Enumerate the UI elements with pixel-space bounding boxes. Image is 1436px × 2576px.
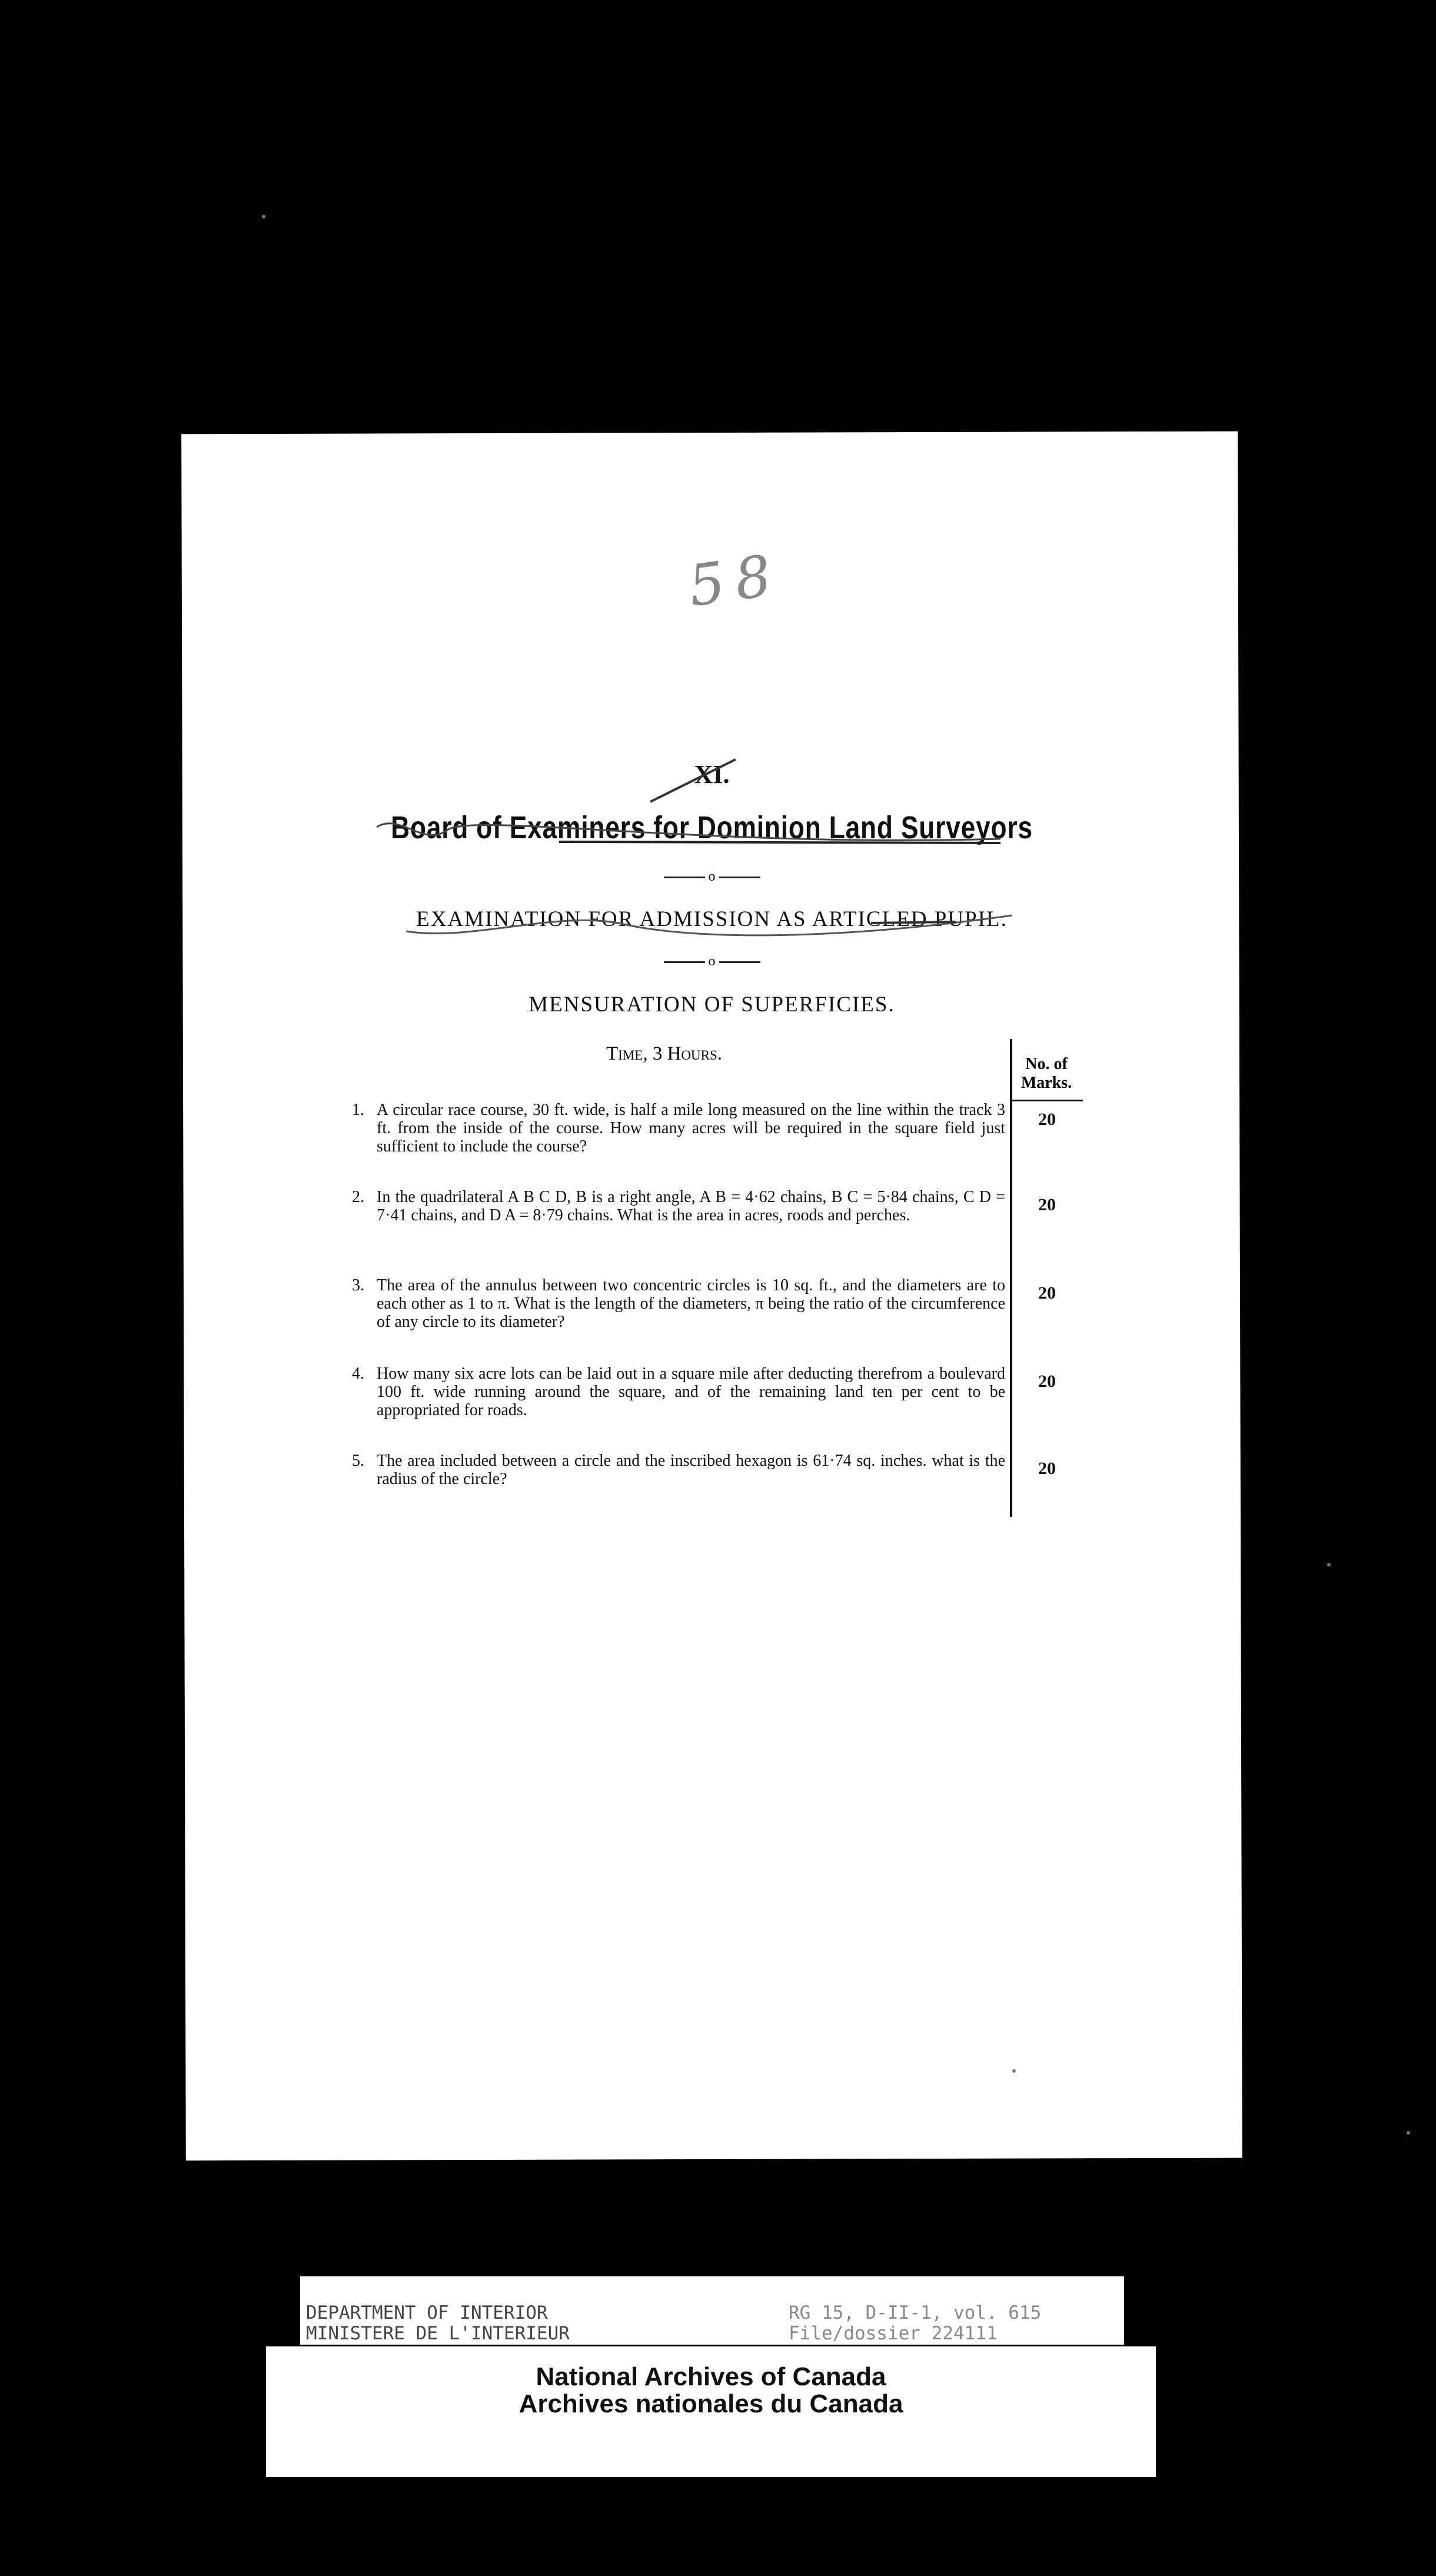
question-text: The area of the annulus between two concentric circles is 10 sq. ft., and the diameters are to each other as 1 to π. What is the length of the diameters, π being the ratio of the circumference of any circle to its diameter? [377, 1276, 1005, 1331]
question-number: 5. [352, 1452, 364, 1470]
department-fr: MINISTERE DE L'INTERIEUR [306, 2323, 570, 2344]
archive-en: National Archives of Canada [536, 2362, 886, 2391]
question-marks: 20 [1038, 1283, 1056, 1303]
question-text: The area included between a circle and the inscribed hexagon is 61·74 sq. inches. what is the radius of the circle? [377, 1452, 1005, 1488]
question-4 [352, 1365, 1005, 1419]
scan-speck [1407, 2131, 1410, 2135]
department-name [306, 2303, 570, 2344]
time-allowed: Time, 3 Hours. [606, 1043, 723, 1064]
question-3 [352, 1276, 1005, 1331]
marks-header-rule [1011, 1100, 1083, 1101]
question-number: 4. [352, 1365, 364, 1383]
subject-title: MENSURATION OF SUPERFICIES. [528, 992, 895, 1017]
archive-fr: Archives nationales du Canada [518, 2389, 903, 2418]
record-group: RG 15, D-II-1, vol. 615 [789, 2302, 1042, 2323]
file-number: File/dossier 224111 [789, 2323, 998, 2344]
archive-name [266, 2363, 1156, 2418]
marks-header-line2: Marks. [1021, 1074, 1072, 1092]
scan-speck [1327, 1563, 1331, 1566]
question-marks: 20 [1038, 1459, 1056, 1478]
exam-title: EXAMINATION FOR ADMISSION AS ARTICLED PUPIL. [416, 907, 1008, 931]
question-marks: 20 [1038, 1110, 1056, 1129]
question-marks: 20 [1038, 1372, 1056, 1391]
scan-speck [1012, 2069, 1016, 2073]
question-marks: 20 [1038, 1195, 1056, 1214]
question-1 [352, 1101, 1005, 1156]
question-number: 3. [352, 1276, 364, 1294]
board-title: Board of Examiners for Dominion Land Surveyors [391, 810, 1033, 845]
question-text: In the quadrilateral A B C D, B is a right angle, A B = 4·62 chains, B C = 5·84 chains, C D = 7·41 chains, and D A = 8·79 chains. What is the area in acres, roods and perches. [377, 1188, 1005, 1224]
ornament-divider: o [184, 954, 1240, 970]
question-2 [352, 1188, 1005, 1224]
question-text: A circular race course, 30 ft. wide, is half a mile long measured on the line within the track 3 ft. from the inside of the course. How many acres will be required in the square field just sufficient to include the course? [377, 1101, 1005, 1156]
ornament-divider: o [184, 869, 1240, 885]
section-number: XI. [694, 760, 730, 789]
question-number: 1. [352, 1101, 364, 1119]
handwritten-folio-number: 58 [684, 541, 786, 620]
question-5 [352, 1452, 1005, 1488]
marks-column-header [1011, 1055, 1082, 1093]
department-en: DEPARTMENT OF INTERIOR [306, 2302, 548, 2323]
scan-speck [262, 215, 265, 218]
file-reference [789, 2303, 1041, 2344]
question-text: How many six acre lots can be laid out in a square mile after deducting therefrom a boulevard 100 ft. wide running around the square, and of the remaining land ten per cent to be appropriated for roads. [377, 1365, 1005, 1419]
question-number: 2. [352, 1188, 364, 1206]
marks-header-line1: No. of [1025, 1055, 1068, 1073]
